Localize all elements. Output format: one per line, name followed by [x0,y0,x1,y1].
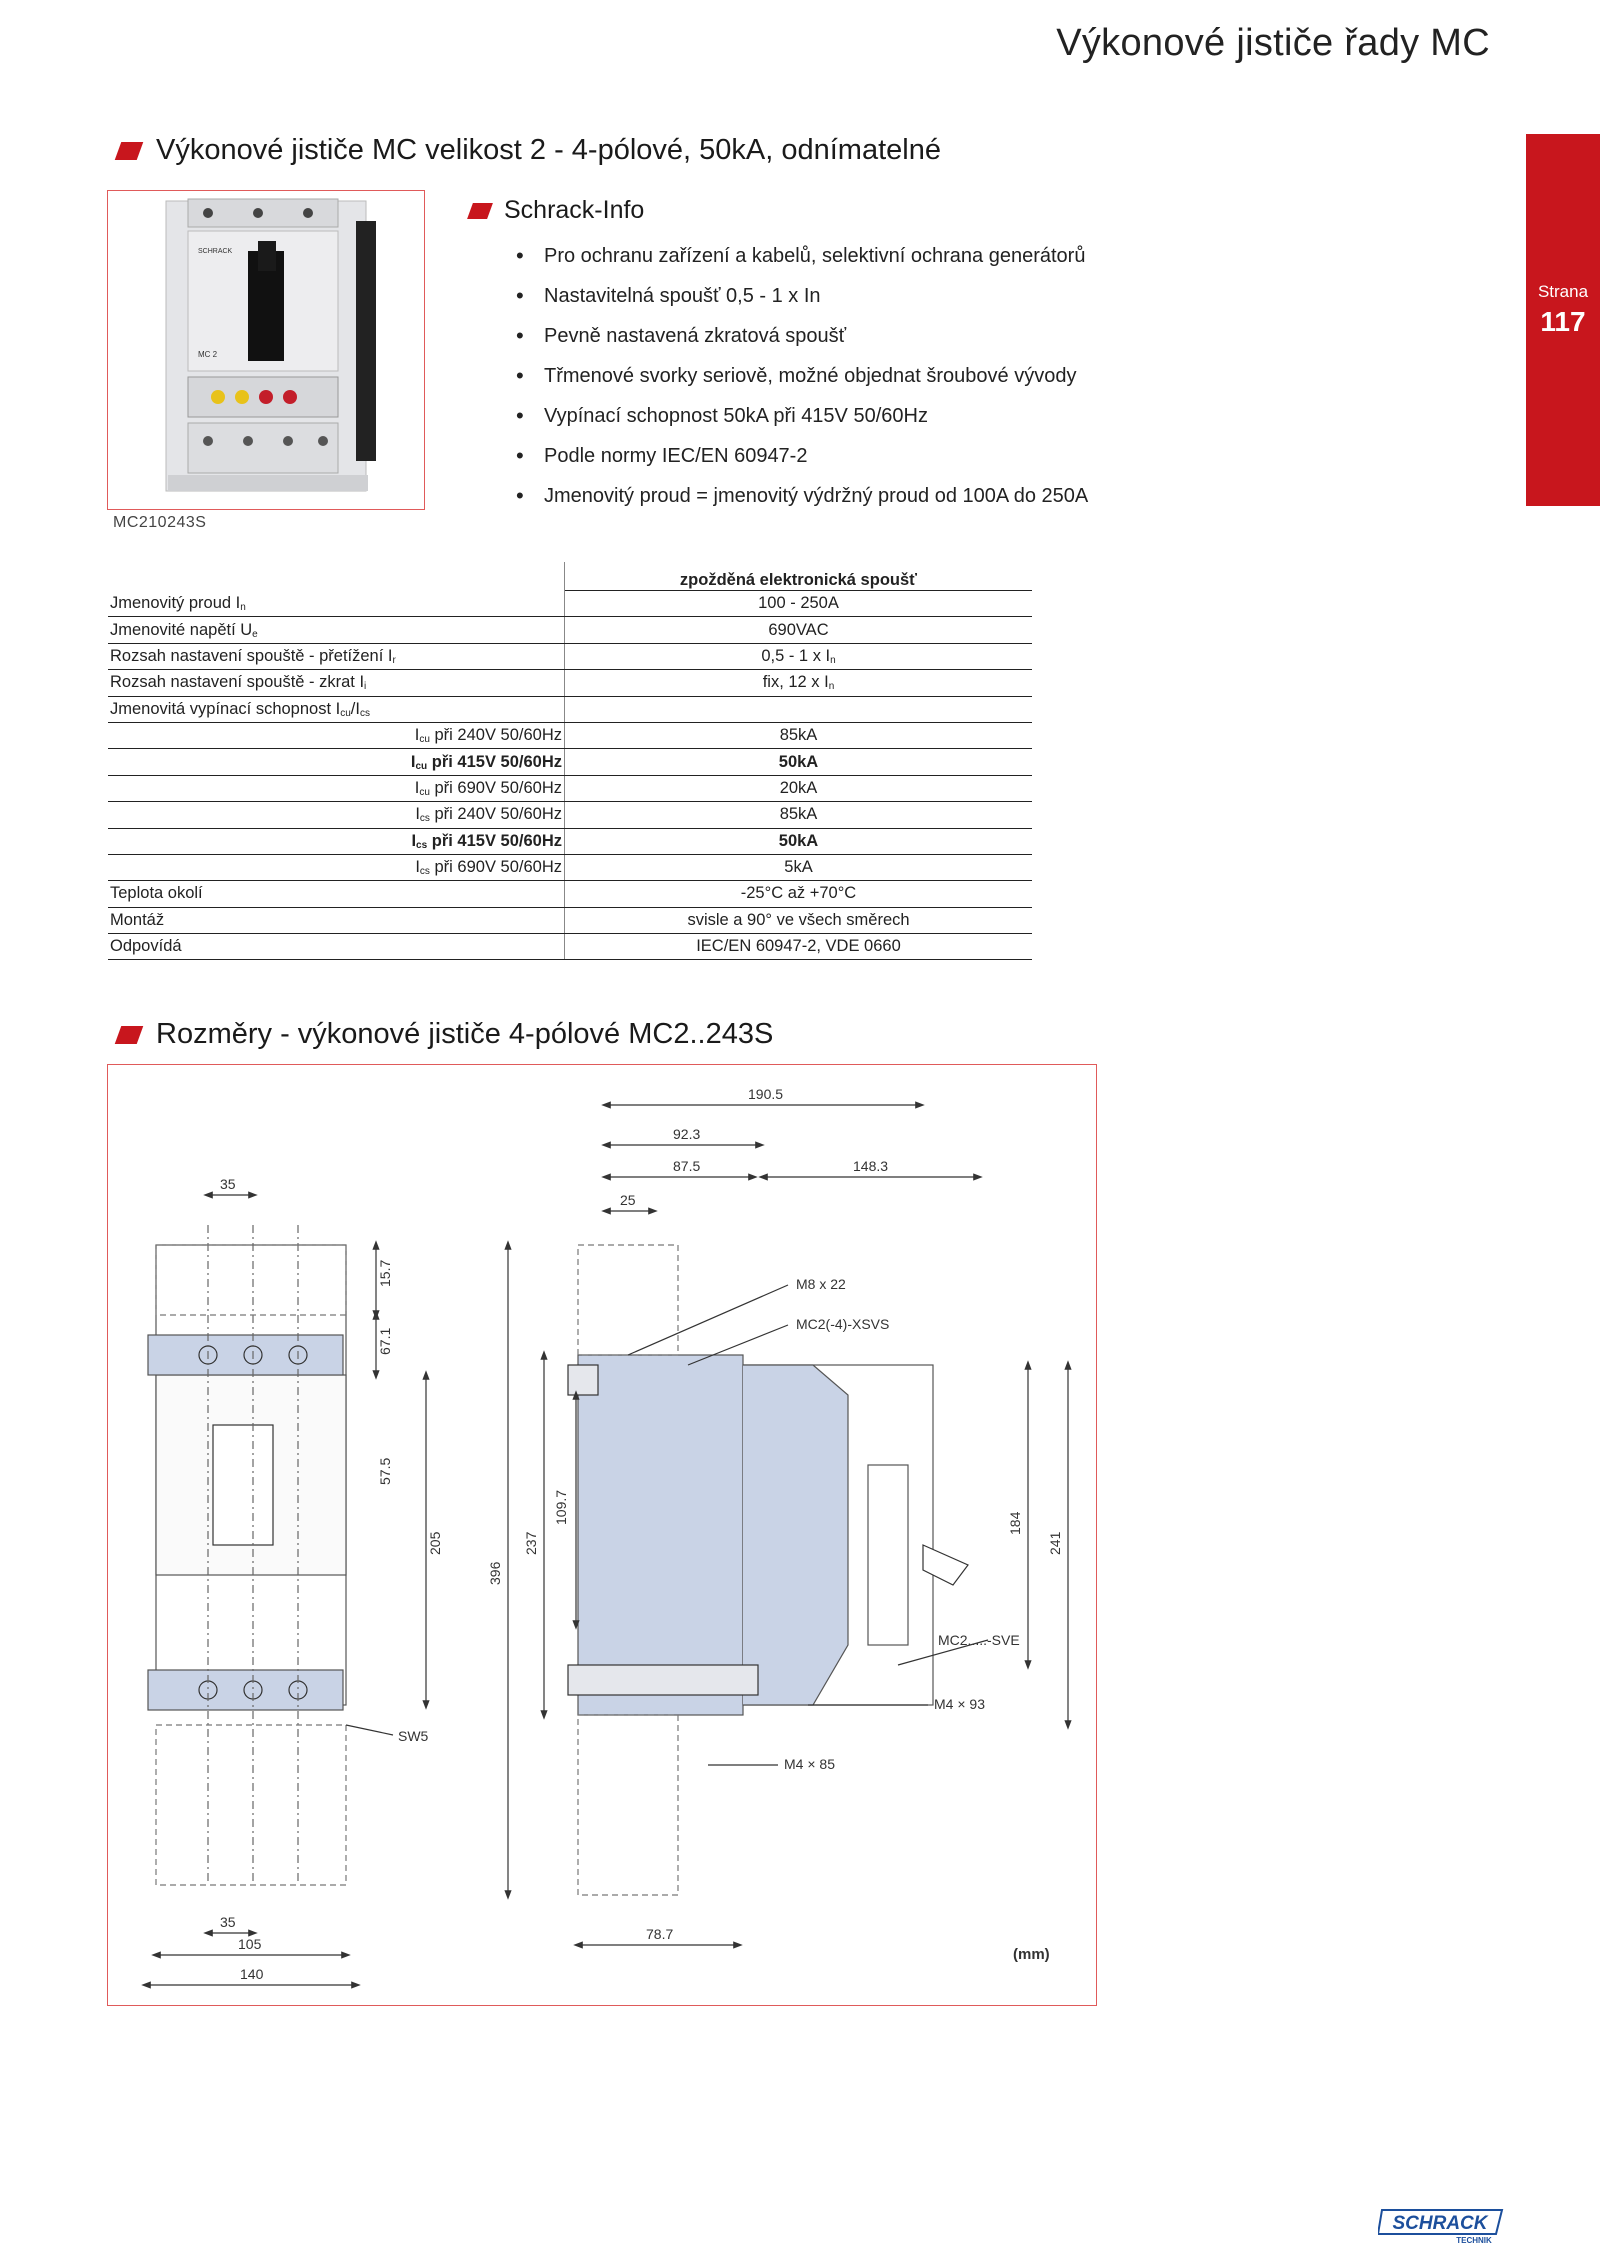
info-marker-icon [467,203,493,219]
spec-label: Jmenovitá vypínací schopnost $I_{cu}/I_{cs}$ [108,696,565,722]
svg-text:92.3: 92.3 [673,1126,701,1142]
section-title-dimensions [118,1018,773,1051]
spec-value: 50kA [565,828,1033,854]
spec-label: Rozsah nastavení spouště - zkrat $I_i$ [108,670,565,696]
schrack-logo [1378,2206,1508,2244]
spec-header: zpožděná elektronická spoušť [565,562,1033,591]
spec-row [108,722,1032,748]
spec-label: Jmenovité napětí $U_e$ [108,617,565,643]
section-title-product [118,134,941,167]
page-number: 117 [1540,306,1586,337]
svg-text:78.7: 78.7 [646,1926,674,1942]
svg-text:184: 184 [1007,1511,1023,1535]
spec-row [108,881,1032,907]
spec-label: $I_{cu}$ při 415V 50/60Hz [108,749,565,775]
info-bullet: • Pevně nastavená zkratová spoušť [512,316,1088,356]
spec-label: $I_{cu}$ při 240V 50/60Hz [108,722,565,748]
spec-label: Odpovídá [108,934,565,960]
svg-text:TECHNIK: TECHNIK [1456,2236,1492,2244]
spec-value: 20kA [565,775,1033,801]
section-title-text: Výkonové jističe MC velikost 2 - 4-pólové, 50kA, odnímatelné [156,134,941,166]
spec-label: $I_{cu}$ při 690V 50/60Hz [108,775,565,801]
spec-row [108,775,1032,801]
svg-text:M4 × 85: M4 × 85 [784,1756,835,1772]
spec-row [108,617,1032,643]
svg-text:87.5: 87.5 [673,1158,701,1174]
svg-text:35: 35 [220,1914,236,1930]
spec-value: IEC/EN 60947-2, VDE 0660 [565,934,1033,960]
info-bullet: • Pro ochranu zařízení a kabelů, selektivní ochrana generátorů [512,236,1088,276]
spec-value: 100 - 250A [565,591,1033,617]
svg-text:SCHRACK: SCHRACK [1392,2213,1488,2234]
svg-text:109.7: 109.7 [553,1489,569,1525]
info-title [470,196,644,225]
spec-row [108,854,1032,880]
product-image-frame [107,190,425,510]
product-caption: MC210243S [113,514,207,531]
spec-value: 0,5 - 1 x $I_n$ [565,643,1033,669]
spec-label: $I_{cs}$ při 240V 50/60Hz [108,802,565,828]
spec-label: Rozsah nastavení spouště - přetížení $I_r$ [108,643,565,669]
info-bullet: • Vypínací schopnost 50kA při 415V 50/60Hz [512,396,1088,436]
svg-text:SW5: SW5 [398,1728,429,1744]
spec-header-empty [108,562,565,591]
svg-text:(mm): (mm) [1013,1946,1050,1963]
page-tab-label: Strana [1537,282,1589,301]
svg-text:15.7: 15.7 [377,1259,393,1287]
spec-value: svisle a 90° ve všech směrech [565,907,1033,933]
spec-row [108,643,1032,669]
info-bullet: • Jmenovitý proud = jmenovitý výdržný proud od 100A do 250A [512,476,1088,516]
spec-value [565,696,1033,722]
spec-row [108,696,1032,722]
spec-row [108,802,1032,828]
section-marker-icon [115,142,144,160]
svg-text:396: 396 [487,1561,503,1585]
svg-text:205: 205 [427,1531,443,1555]
info-bullet: • Nastavitelná spoušť 0,5 - 1 x In [512,276,1088,316]
spec-value: -25°C až +70°C [565,881,1033,907]
spec-row [108,907,1032,933]
section-title-text: Rozměry - výkonové jističe 4-pólové MC2..243S [156,1018,774,1050]
spec-value: 85kA [565,722,1033,748]
spec-value: 5kA [565,854,1033,880]
section-marker-icon [115,1026,144,1044]
spec-label: $I_{cs}$ při 415V 50/60Hz [108,828,565,854]
svg-text:M4 × 93: M4 × 93 [934,1696,985,1712]
info-title-text: Schrack-Info [504,196,645,224]
svg-text:M8 x 22: M8 x 22 [796,1276,846,1292]
svg-text:190.5: 190.5 [748,1086,784,1102]
svg-text:237: 237 [523,1531,539,1555]
spec-value: 85kA [565,802,1033,828]
info-bullet: • Podle normy IEC/EN 60947-2 [512,436,1088,476]
spec-row [108,828,1032,854]
spec-value: 50kA [565,749,1033,775]
spec-row [108,591,1032,617]
svg-text:25: 25 [620,1192,636,1208]
svg-text:105: 105 [238,1936,262,1952]
svg-text:MC2.....-SVE: MC2.....-SVE [938,1632,1020,1648]
svg-text:140: 140 [240,1966,264,1982]
svg-text:57.5: 57.5 [377,1457,393,1485]
page-header-title: Výkonové jističe řady MC [1056,22,1490,64]
info-bullet: • Třmenové svorky seriově, možné objednat šroubové vývody [512,356,1088,396]
spec-value: 690VAC [565,617,1033,643]
spec-label: Montáž [108,907,565,933]
spec-row [108,749,1032,775]
spec-row [108,934,1032,960]
spec-label: Jmenovitý proud $I_n$ [108,591,565,617]
dimension-drawing-frame [107,1064,1097,2006]
spec-label: Teplota okolí [108,881,565,907]
info-bullet-list [512,236,1088,516]
page-tab [1526,134,1600,506]
breaker-product-image [108,191,424,509]
spec-label: $I_{cs}$ při 690V 50/60Hz [108,854,565,880]
svg-text:MC2(-4)-XSVS: MC2(-4)-XSVS [796,1316,890,1332]
svg-text:241: 241 [1047,1531,1063,1555]
svg-text:MC 2: MC 2 [198,350,218,359]
svg-text:35: 35 [220,1176,236,1192]
svg-text:148.3: 148.3 [853,1158,889,1174]
spec-row [108,670,1032,696]
dimension-drawing [108,1065,1096,2005]
spec-table [108,562,1032,960]
svg-text:SCHRACK: SCHRACK [198,248,233,255]
spec-value: fix, 12 x $I_n$ [565,670,1033,696]
svg-text:67.1: 67.1 [377,1327,393,1355]
